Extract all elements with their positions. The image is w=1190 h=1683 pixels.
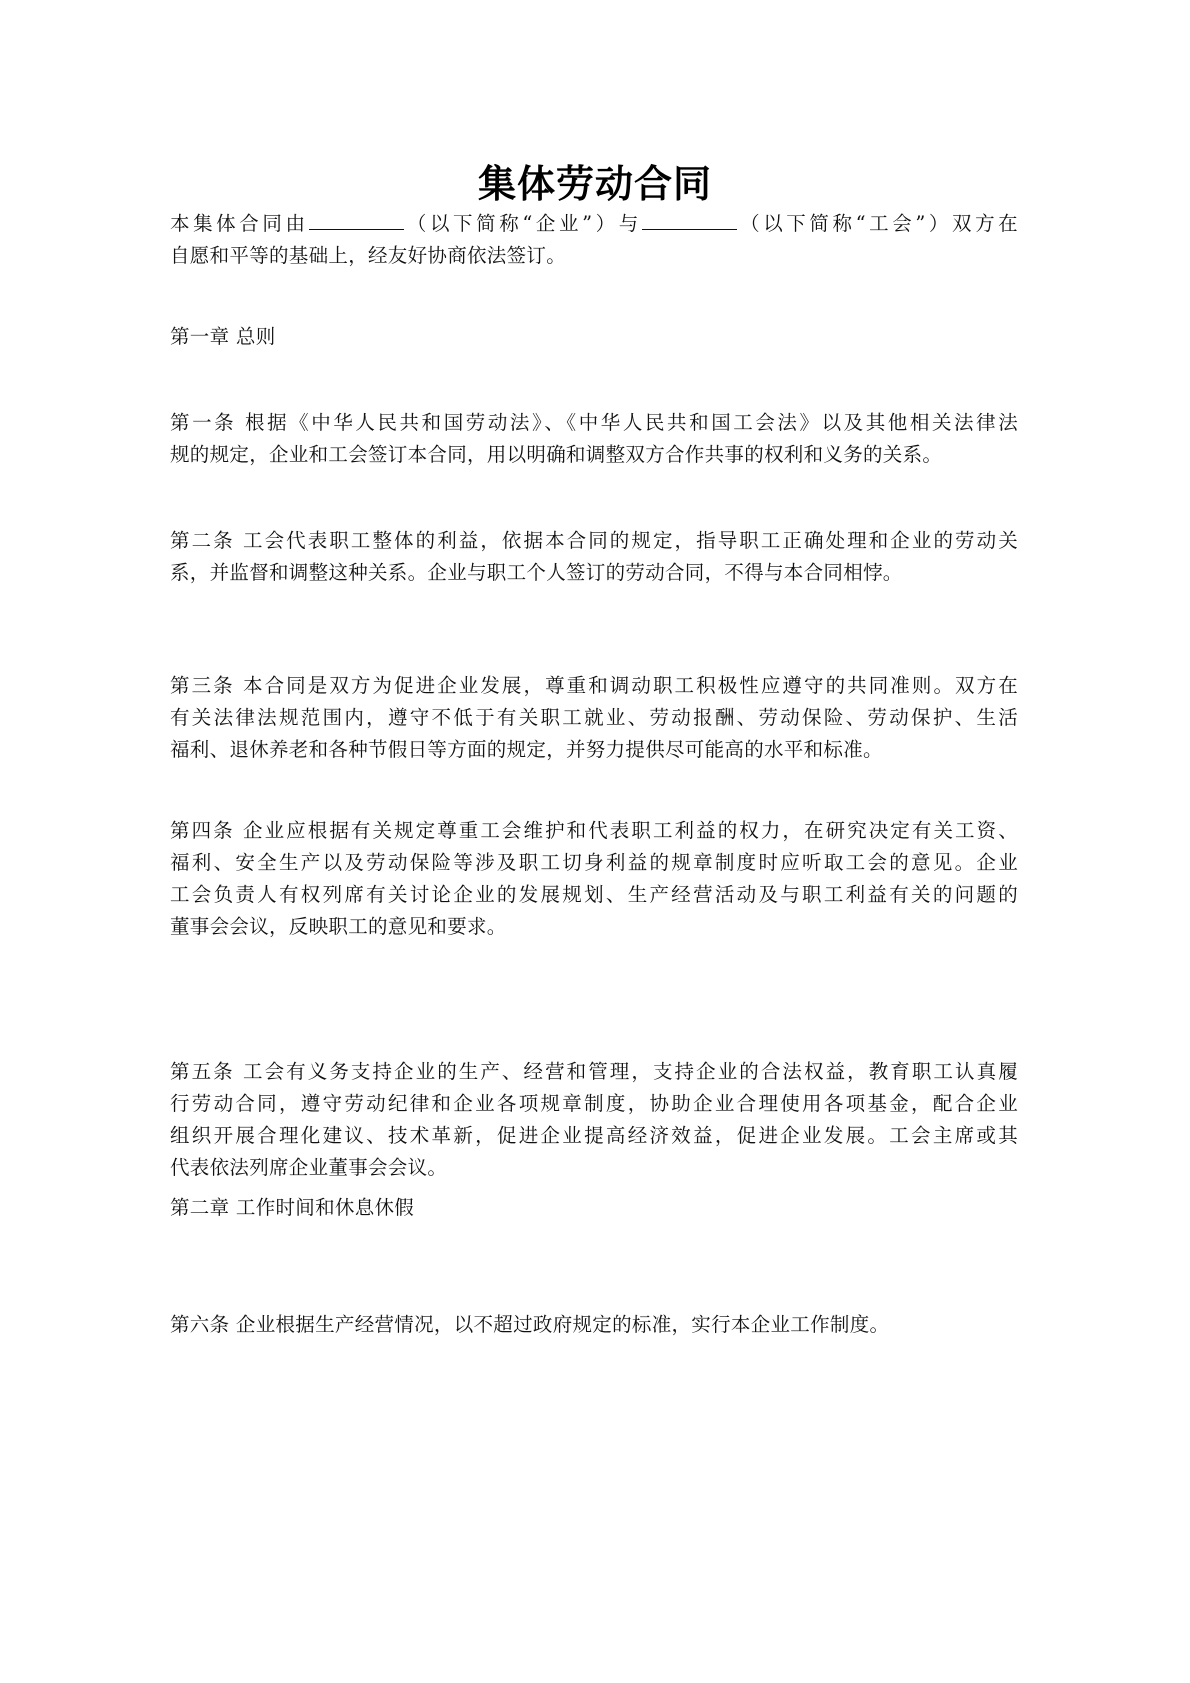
article-line: 第一条 根据《中华人民共和国劳动法》、《中华人民共和国工会法》以及其他相关法律法 (170, 411, 1018, 434)
article-line: 系，并监督和调整这种关系。企业与职工个人签订的劳动合同，不得与本合同相悖。 (170, 561, 903, 584)
article-line: 董事会会议，反映职工的意见和要求。 (170, 915, 507, 938)
article-line: 第四条 企业应根据有关规定尊重工会维护和代表职工利益的权力，在研究决定有关工资、 (170, 819, 1018, 842)
intro-line-1 (170, 208, 1018, 240)
article-6 (170, 1309, 1018, 1341)
chapter-1-heading (170, 321, 1018, 353)
enterprise-name-blank[interactable] (309, 211, 404, 230)
chapter-heading-text: 第一章 总则 (170, 325, 276, 348)
article-line: 规的规定，企业和工会签订本合同，用以明确和调整双方合作共事的权利和义务的关系。 (170, 443, 943, 466)
union-name-blank[interactable] (642, 211, 737, 230)
chapter-heading-text: 第二章 工作时间和休息休假 (170, 1196, 415, 1219)
article-1 (170, 407, 1018, 471)
article-line: 第六条 企业根据生产经营情况，以不超过政府规定的标准，实行本企业工作制度。 (170, 1313, 890, 1336)
article-line: 组织开展合理化建议、技术革新，促进企业提高经济效益，促进企业发展。工会主席或其 (170, 1124, 1018, 1147)
article-3 (170, 670, 1018, 766)
intro-line-2: 自愿和平等的基础上，经友好协商依法签订。 (170, 244, 567, 267)
article-4 (170, 815, 1018, 943)
article-line: 工会负责人有权列席有关讨论企业的发展规划、生产经营活动及与职工利益有关的问题的 (170, 883, 1018, 906)
article-line: 代表依法列席企业董事会会议。 (170, 1156, 448, 1179)
intro-text-3: （以下简称“工会”）双方在 (736, 212, 1018, 235)
chapter-2-heading (170, 1192, 1018, 1224)
article-line: 有关法律法规范围内，遵守不低于有关职工就业、劳动报酬、劳动保险、劳动保护、生活 (170, 706, 1018, 729)
intro-paragraph (170, 208, 1018, 272)
article-5 (170, 1056, 1018, 1184)
document-title: 集体劳动合同 (477, 162, 712, 206)
article-line: 第三条 本合同是双方为促进企业发展，尊重和调动职工积极性应遵守的共同准则。双方在 (170, 674, 1018, 697)
article-2 (170, 525, 1018, 589)
intro-text-2: （以下简称“企业”）与 (403, 212, 642, 235)
article-line: 第二条 工会代表职工整体的利益，依据本合同的规定，指导职工正确处理和企业的劳动关 (170, 529, 1018, 552)
article-line: 福利、安全生产以及劳动保险等涉及职工切身利益的规章制度时应听取工会的意见。企业 (170, 851, 1018, 874)
article-line: 福利、退休养老和各种节假日等方面的规定，并努力提供尽可能高的水平和标准。 (170, 738, 883, 761)
intro-text-1: 本集体合同由 (170, 212, 309, 235)
article-line: 行劳动合同，遵守劳动纪律和企业各项规章制度，协助企业合理使用各项基金，配合企业 (170, 1092, 1018, 1115)
article-line: 第五条 工会有义务支持企业的生产、经营和管理，支持企业的合法权益，教育职工认真履 (170, 1060, 1018, 1083)
